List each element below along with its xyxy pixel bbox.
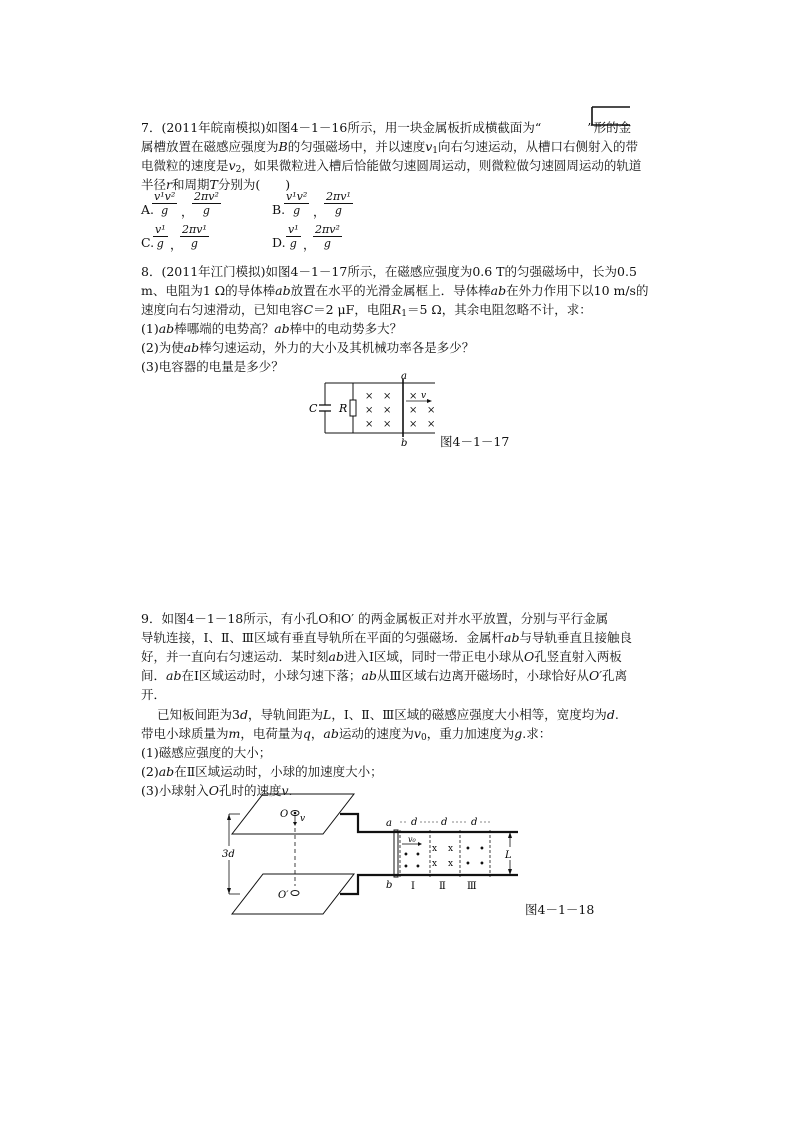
text-run: R <box>391 302 402 317</box>
channel-shape-icon <box>589 104 633 128</box>
text-run: 从Ⅲ区域右边离开磁场时，小球恰好从 <box>376 668 589 683</box>
label-d: d <box>411 817 418 828</box>
text-run: 1 <box>432 146 439 156</box>
q9-line-4 <box>141 667 627 684</box>
text-run: ab <box>361 668 377 683</box>
q9-line-2 <box>141 629 632 646</box>
q7-text: ”形的金 <box>587 120 632 135</box>
text-run: 带电小球质量为 <box>141 726 229 741</box>
label-3d: 3d <box>222 849 235 860</box>
text-run: 属槽放置在磁感应强度为 <box>141 139 279 154</box>
text-run: ，电荷量为 <box>240 726 303 741</box>
field-cross: × <box>383 419 392 430</box>
q9-sub-2 <box>141 763 383 780</box>
text-run: m、电阻为1 Ω的导体棒 <box>141 283 276 298</box>
text-run: 已知板间距为3 <box>157 707 240 722</box>
text-run: ab <box>158 764 175 779</box>
label-o: O <box>280 809 289 820</box>
figure-caption-4-1-17: 图4－1－17 <box>440 434 510 449</box>
text-run: 速度向右匀速滑动，已知电容 <box>141 302 304 317</box>
text-run: q <box>302 726 311 741</box>
q8-sub-1 <box>141 320 402 337</box>
text-run: ， <box>303 237 316 252</box>
field-dot: • <box>415 850 421 861</box>
text-run: d <box>239 707 248 722</box>
text-run: 孔离 <box>602 668 628 683</box>
field-cross: × <box>427 419 436 430</box>
label-b: b <box>401 438 408 448</box>
text-run: . <box>288 783 293 798</box>
field-cross: x <box>448 844 454 854</box>
label-d: d <box>441 817 448 828</box>
text-run: 开． <box>141 687 167 702</box>
text-run: v¹ <box>155 223 166 236</box>
label-a: a <box>401 371 407 382</box>
label-r: R <box>339 402 348 415</box>
text-run: 在Ⅱ区域运动时，小球的加速度大小； <box>174 764 383 779</box>
text-run: 半径 <box>141 177 167 192</box>
text-run: v <box>425 139 433 154</box>
text-run: g <box>293 204 301 217</box>
text-run: ab <box>275 283 291 298</box>
field-dot: • <box>465 859 471 870</box>
field-cross: × <box>365 391 374 402</box>
field-cross: × <box>427 405 436 416</box>
text-run: 的匀强磁场中，并以速度 <box>287 139 426 154</box>
region-label-ii: Ⅱ <box>439 881 446 892</box>
q9-line-1 <box>141 610 608 627</box>
text-run: 在外力作用下以10 m/s的 <box>506 283 649 298</box>
upper-plate <box>232 794 354 834</box>
arrow-down-icon <box>293 822 297 826</box>
text-run: v <box>281 783 289 798</box>
text-run: D. <box>272 235 286 250</box>
text-run: L <box>323 707 332 722</box>
text-run: 进入Ⅰ区域，同时一带正电小球从 <box>343 649 524 664</box>
label-v0: v₀ <box>408 835 416 844</box>
text-run: ab <box>183 340 200 355</box>
fraction <box>180 223 209 250</box>
fraction <box>284 190 309 217</box>
fraction <box>324 190 353 217</box>
text-run: v <box>228 158 236 173</box>
text-run: 在Ⅰ区域运动时，小球匀速下落； <box>181 668 362 683</box>
field-cross: x <box>432 859 438 869</box>
text-run: ，如果微粒进入槽后恰能做匀速圆周运动，则微粒做匀速圆周运动的轨道 <box>241 158 642 173</box>
field-cross: × <box>383 391 392 402</box>
text-run: (2)为使 <box>141 340 184 355</box>
text-run: ，重力加速度为 <box>426 726 515 741</box>
fraction <box>152 190 177 217</box>
text-run: ， <box>310 726 324 741</box>
text-run: g <box>161 204 169 217</box>
text-run: 向右匀速运动，从槽口右侧射入的带 <box>438 139 639 154</box>
text-run: 棒哪端的电势高？ <box>174 321 275 336</box>
text-run: ab <box>274 321 290 336</box>
text-run: 分别为( ) <box>217 177 291 192</box>
text-run: O <box>523 649 535 664</box>
text-run: ab <box>323 726 339 741</box>
field-cross: × <box>365 419 374 430</box>
text-run: C. <box>141 235 155 250</box>
text-run: 放置在水平的光滑金属框上．导体棒 <box>290 283 491 298</box>
text-run: 1 <box>401 309 407 319</box>
text-run: . <box>614 707 619 722</box>
text-run: (1)磁感应强度的大小； <box>141 745 272 760</box>
field-cross: × <box>409 405 418 416</box>
text-run: g <box>334 204 342 217</box>
field-cross: × <box>383 405 392 416</box>
label-v: v <box>421 391 427 401</box>
text-run: 间． <box>141 668 167 683</box>
text-run: (3)电容器的电量是多少？ <box>141 359 284 374</box>
text-run: 9．如图4－1－18所示，有小孔O和O′ 的两金属板正对并水平放置，分别与平行金属 <box>141 611 609 626</box>
text-run: C <box>303 302 314 317</box>
text-run: ，Ⅰ、Ⅱ、Ⅲ区域的磁感应强度大小相等，宽度均为 <box>331 707 607 722</box>
text-run: B. <box>272 202 286 217</box>
label-b: b <box>386 880 393 891</box>
text-run: d <box>606 707 615 722</box>
q9-line-6 <box>157 706 619 723</box>
text-run: 2 <box>235 165 242 175</box>
text-run: v¹v² <box>154 190 176 203</box>
text-run: v <box>413 726 421 741</box>
fraction <box>192 190 221 217</box>
q8-line-2 <box>141 282 648 299</box>
label-c: C <box>309 402 318 415</box>
field-cross: × <box>409 391 418 402</box>
field-cross: x <box>448 859 454 869</box>
field-dot: • <box>403 850 409 861</box>
text-run: g <box>190 237 198 250</box>
text-run: 孔竖直射入两板 <box>534 649 622 664</box>
label-o-prime: O′ <box>278 890 289 901</box>
figure-4-1-18 <box>218 790 528 920</box>
arrow-right-icon <box>427 399 432 403</box>
text-run: r <box>166 177 172 192</box>
text-run: g <box>156 237 164 250</box>
text-run: 2πv² <box>194 190 219 203</box>
q9-sub-1 <box>141 744 271 761</box>
text-run: v¹ <box>288 223 299 236</box>
q9-line-3 <box>141 648 622 665</box>
text-run: (3)小球射入 <box>141 783 209 798</box>
lower-plate <box>232 874 354 914</box>
text-run: ， <box>181 204 194 219</box>
text-run: ab <box>166 668 182 683</box>
text-run: (2) <box>141 764 159 779</box>
text-run: 2πv² <box>315 223 340 236</box>
text-run: 电微粒的速度是 <box>141 158 229 173</box>
q8-line-1 <box>141 263 637 280</box>
text-run: ab <box>504 630 520 645</box>
fraction <box>313 223 342 250</box>
field-cross: × <box>409 419 418 430</box>
text-run: O′ <box>588 668 603 683</box>
field-cross: × <box>365 405 374 416</box>
figure-caption-4-1-18: 图4－1－18 <box>525 902 595 917</box>
q8-sub-3 <box>141 358 284 375</box>
fraction <box>286 223 301 250</box>
text-run: 好，并一直向右匀速运动．某时刻 <box>141 649 329 664</box>
label-d: d <box>471 817 478 828</box>
text-run: g <box>514 726 523 741</box>
text-run: 2πv¹ <box>326 190 351 203</box>
text-run: ab <box>158 321 175 336</box>
fraction <box>153 223 168 250</box>
text-run: 2πv¹ <box>182 223 207 236</box>
text-run: ab <box>328 649 344 664</box>
text-run: A. <box>141 202 155 217</box>
hole-o-prime-icon <box>291 891 299 896</box>
region-label-i: Ⅰ <box>411 881 415 892</box>
q7-text: 7．(2011年皖南模拟)如图4－1－16所示，用一块金属板折成横截面为“ <box>141 120 542 135</box>
text-run: g <box>323 237 331 250</box>
text-run: O <box>208 783 219 798</box>
q8-sub-2 <box>141 339 474 356</box>
field-dot: • <box>479 859 485 870</box>
text-run: 棒匀速运动，外力的大小及其机械功率各是多少？ <box>199 340 475 355</box>
text-run: B <box>278 139 288 154</box>
text-run: 孔时的速度 <box>218 783 282 798</box>
text-run: g <box>289 237 297 250</box>
text-run: ， <box>313 204 326 219</box>
text-run: 导轨连接，Ⅰ、Ⅱ、Ⅲ区域有垂直导轨所在平面的匀强磁场．金属杆 <box>141 630 504 645</box>
q9-line-5 <box>141 686 166 703</box>
text-run: 与导轨垂直且接触良 <box>519 630 632 645</box>
text-run: ＝2 μF，电阻 <box>313 302 392 317</box>
q7-line-1 <box>141 119 631 136</box>
text-run: g <box>202 204 210 217</box>
text-run: 和周期 <box>172 177 210 192</box>
text-run: ， <box>170 237 183 252</box>
label-l: L <box>505 850 512 861</box>
field-cross: x <box>432 844 438 854</box>
field-dot: • <box>465 844 471 855</box>
text-run: (1) <box>141 321 159 336</box>
region-label-iii: Ⅲ <box>467 881 477 892</box>
text-run: .求： <box>522 726 552 741</box>
text-run: 棒中的电动势多大？ <box>289 321 403 336</box>
text-run: T <box>209 177 218 192</box>
field-dot: • <box>415 862 421 873</box>
text-run: v¹v² <box>286 190 308 203</box>
field-dot: • <box>403 862 409 873</box>
text-run: ，导轨间距为 <box>247 707 323 722</box>
label-v: v <box>300 814 306 824</box>
label-a: a <box>386 818 392 829</box>
text-run: ＝5 Ω，其余电阻忽略不计，求： <box>406 302 592 317</box>
text-run: 0 <box>420 733 427 743</box>
field-dot: • <box>479 844 485 855</box>
text-run: m <box>228 726 241 741</box>
text-run: 8．(2011年江门模拟)如图4－1－17所示，在磁感应强度为0.6 T的匀强磁场中，长为0.5 <box>141 264 637 279</box>
text-run: ab <box>490 283 507 298</box>
text-run: 运动的速度为 <box>338 726 414 741</box>
